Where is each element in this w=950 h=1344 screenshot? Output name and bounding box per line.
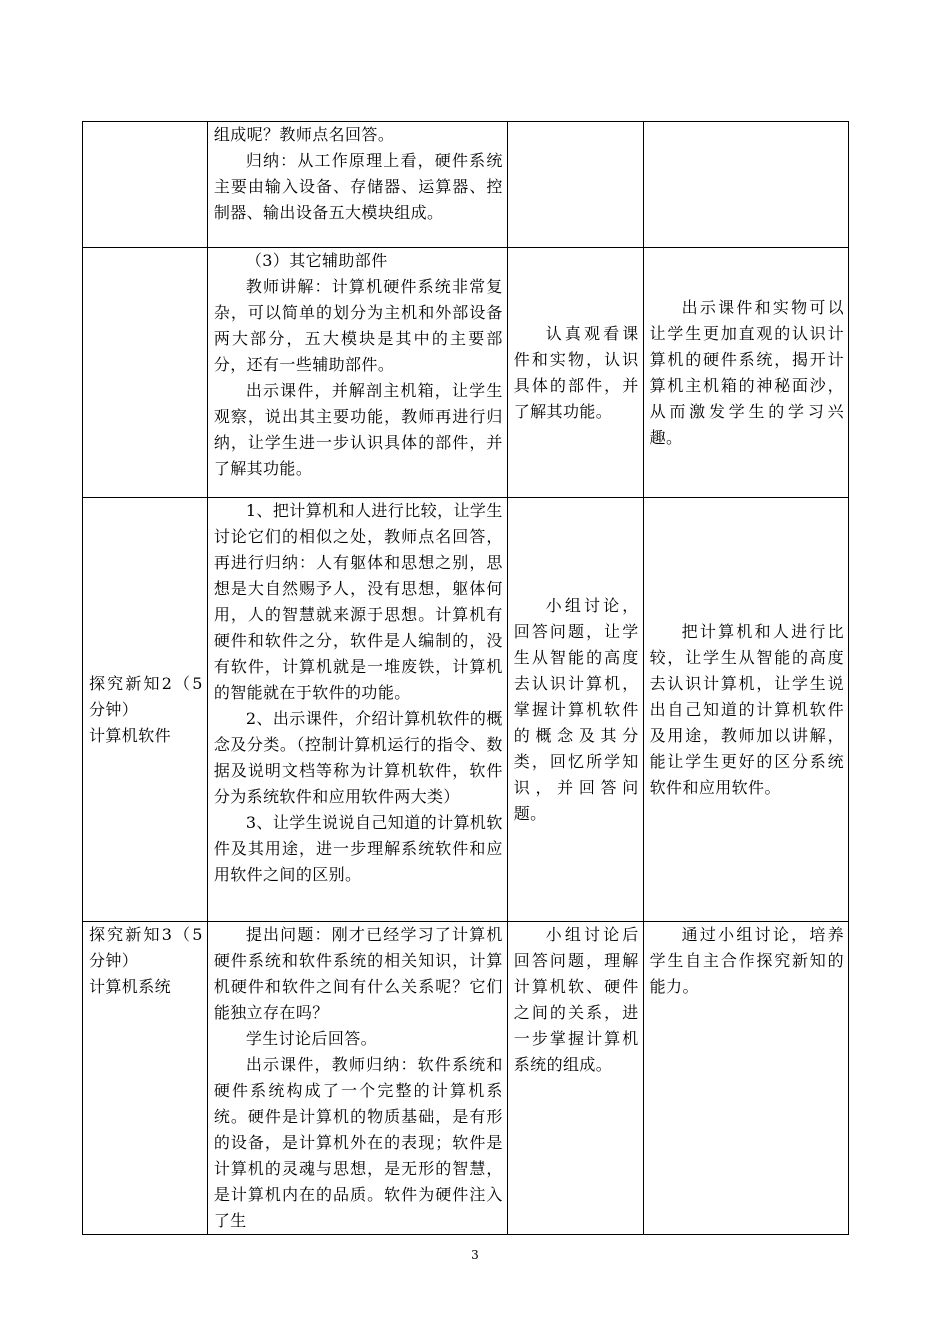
stage-cell (83, 498, 208, 922)
stage-title: 探究新知2（5分钟） (89, 673, 203, 719)
paragraph: 2、出示课件，介绍计算机软件的概念及分类。（控制计算机运行的指令、数据及说明文档等称为计算机软件，软件分为系统软件和应用软件两大类） (213, 709, 503, 806)
stage-title: 探究新知3（5分钟） (89, 925, 203, 970)
paragraph: 1、把计算机和人进行比较，让学生讨论它们的相似之处，教师点名回答，再进行归纳：人有躯体和思想之别，思想是大自然赐予人，没有思想，躯体何用，人的智慧就来源于思想。计算机有硬件和软件之分，软件是人编制的，没有软件，计算机就是一堆废铁，计算机的智能就在于软件的功能。 (213, 501, 503, 702)
table-row (83, 922, 849, 1235)
student-activity-cell (507, 922, 643, 1235)
stage-cell (83, 248, 208, 498)
teacher-activity-cell (207, 248, 507, 498)
paragraph: 小组讨论后回答问题，理解计算机软、硬件之间的关系，进一步掌握计算机系统的组成。 (513, 925, 639, 1074)
paragraph: 认真观看课件和实物，认识具体的部件，并了解其功能。 (513, 323, 639, 421)
student-activity-cell (507, 122, 643, 248)
design-intent-cell (643, 248, 848, 498)
design-intent-cell (643, 498, 848, 922)
paragraph: 出示课件，教师归纳：软件系统和硬件系统构成了一个完整的计算机系统。硬件是计算机的物质基础，是有形的设备，是计算机外在的表现；软件是计算机的灵魂与思想，是无形的智慧，是计算机内在的品质。软件为硬件注入了生 (213, 1055, 503, 1230)
paragraph: 归纳：从工作原理上看，硬件系统主要由输入设备、存储器、运算器、控制器、输出设备五大模块组成。 (213, 151, 503, 222)
stage-cell (83, 122, 208, 248)
student-activity-cell (507, 498, 643, 922)
paragraph: 提出问题：刚才已经学习了计算机硬件系统和软件系统的相关知识，计算机硬件和软件之间有什么关系呢？它们能独立存在吗？ (213, 925, 503, 1022)
stage-topic: 计算机软件 (89, 725, 172, 745)
paragraph: （3）其它辅助部件 (245, 251, 388, 270)
student-activity-cell (507, 248, 643, 498)
page-number: 3 (471, 1248, 479, 1262)
table-row (83, 122, 849, 248)
paragraph: 出示课件和实物可以让学生更加直观的认识计算机的硬件系统，揭开计算机主机箱的神秘面沙，从而激发学生的学习兴趣。 (649, 297, 844, 447)
design-intent-cell (643, 922, 848, 1235)
stage-topic: 计算机系统 (89, 977, 172, 996)
paragraph: 学生讨论后回答。 (245, 1029, 378, 1048)
teacher-activity-cell (207, 498, 507, 922)
paragraph: 教师讲解：计算机硬件系统非常复杂，可以简单的划分为主机和外部设备两大部分，五大模块是其中的主要部分，还有一些辅助部件。 (213, 277, 503, 374)
stage-cell (83, 922, 208, 1235)
table-row (83, 498, 849, 922)
teacher-activity-cell (207, 122, 507, 248)
paragraph: 把计算机和人进行比较，让学生从智能的高度去认识计算机，让学生说出自己知道的计算机软件及用途，教师加以讲解，能让学生更好的区分系统软件和应用软件。 (649, 621, 844, 797)
design-intent-cell (643, 122, 848, 248)
paragraph: 组成呢？教师点名回答。 (213, 125, 395, 144)
lesson-plan-table (82, 121, 849, 1235)
paragraph: 通过小组讨论，培养学生自主合作探究新知的能力。 (649, 925, 844, 996)
paragraph: 小组讨论，回答问题，让学生从智能的高度去认识计算机，掌握计算机软件的概念及其分类，回忆所学知识，并回答问题。 (513, 595, 639, 823)
paragraph: 出示课件，并解剖主机箱，让学生观察，说出其主要功能，教师再进行归纳，让学生进一步认识具体的部件，并了解其功能。 (213, 381, 503, 478)
paragraph: 3、让学生说说自己知道的计算机软件及其用途，进一步理解系统软件和应用软件之间的区别。 (213, 813, 503, 884)
table-row (83, 248, 849, 498)
teacher-activity-cell (207, 922, 507, 1235)
